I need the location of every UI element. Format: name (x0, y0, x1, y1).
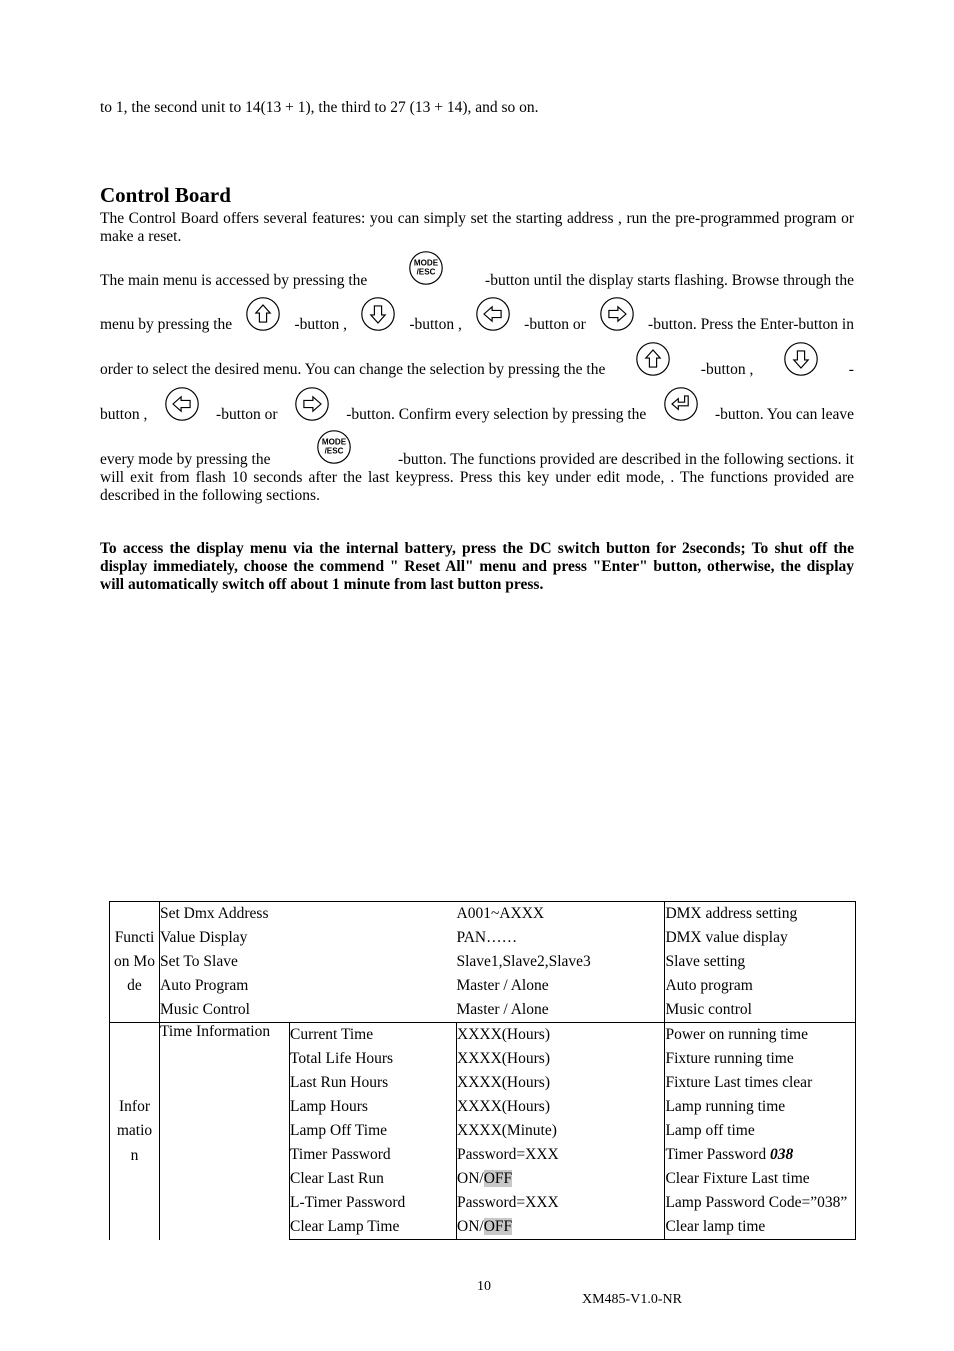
menu-text: The main menu is accessed by pressing the (100, 272, 368, 289)
function-mode-label: Function Mode (110, 902, 160, 1023)
off-option: OFF (483, 1170, 513, 1187)
down-arrow-icon (360, 296, 396, 332)
left-arrow-icon (164, 386, 200, 422)
row-name: Clear Last Run (290, 1167, 457, 1191)
row-desc: Clear Fixture Last time (665, 1167, 856, 1191)
row-name: Set To Slave (160, 950, 457, 974)
menu-text: -button. You can leave (714, 406, 854, 423)
menu-text: button , (100, 406, 148, 423)
row-name: Set Dmx Address (160, 902, 457, 927)
row-desc-text: Timer Password (665, 1146, 767, 1163)
menu-rest: will exit from flash 10 seconds after the last keypress. Press this key under edit mode, . The functions provided are described in the following sections. (100, 469, 854, 504)
row-name: Last Run Hours (290, 1071, 457, 1095)
intro-line: to 1, the second unit to 14(13 + 1), the third to 27 (13 + 14), and so on. (100, 99, 539, 116)
row-value: XXXX(Minute) (457, 1119, 665, 1143)
table-row (110, 902, 856, 927)
section-title: Control Board (100, 183, 231, 207)
mode-icon-line2: /ESC (324, 446, 344, 456)
down-arrow-icon (783, 341, 819, 377)
row-value: Password=XXX (457, 1191, 665, 1215)
off-option: OFF (483, 1218, 513, 1235)
row-name: Current Time (290, 1023, 457, 1048)
row-name: Clear Lamp Time (290, 1215, 457, 1240)
mode-esc-icon (316, 429, 352, 465)
row-name: Timer Password (290, 1143, 457, 1167)
menu-text: -button or (524, 316, 586, 333)
row-desc: Fixture Last times clear (665, 1071, 856, 1095)
time-information-label: Time Information (160, 1023, 290, 1240)
information-label: Information (110, 1023, 160, 1240)
row-desc: DMX address setting (665, 902, 856, 927)
menu-text: -button or (216, 406, 278, 423)
row-value: Password=XXX (457, 1143, 665, 1167)
row-name: Lamp Hours (290, 1095, 457, 1119)
row-value: XXXX(Hours) (457, 1071, 665, 1095)
table-row (110, 926, 856, 950)
table-row (110, 1023, 856, 1048)
menu-line-5 (100, 437, 854, 470)
row-desc (665, 1143, 856, 1167)
on-option: ON/ (457, 1170, 484, 1187)
right-arrow-icon (294, 386, 330, 422)
menu-text: order to select the desired menu. You can change the selection by pressing the the (100, 361, 606, 378)
row-desc: Clear lamp time (665, 1215, 856, 1240)
mode-icon-line1: MODE (414, 258, 439, 268)
row-name: Music Control (160, 998, 457, 1023)
table-row (110, 974, 856, 998)
row-name: Total Life Hours (290, 1047, 457, 1071)
left-arrow-icon (475, 296, 511, 332)
function-table (109, 901, 856, 1240)
menu-text: - (848, 361, 854, 378)
menu-text: -button , (700, 361, 754, 378)
row-value (457, 1167, 665, 1191)
row-desc: Lamp running time (665, 1095, 856, 1119)
row-value: A001~AXXX (457, 902, 665, 927)
up-arrow-icon (245, 296, 281, 332)
on-option: ON/ (457, 1218, 484, 1235)
doc-reference: XM485-V1.0-NR (582, 1292, 682, 1307)
section-intro: The Control Board offers several features: you can simply set the starting address , run the pre-programmed program or make a reset. (100, 210, 854, 245)
menu-line-3 (100, 360, 854, 380)
row-name: Value Display (160, 926, 457, 950)
menu-text: -button , (409, 316, 462, 333)
menu-text: menu by pressing the (100, 316, 233, 333)
row-value: XXXX(Hours) (457, 1095, 665, 1119)
menu-text: -button. Press the Enter-button in (648, 316, 854, 333)
up-arrow-icon (635, 341, 671, 377)
row-name: Auto Program (160, 974, 457, 998)
row-value: Slave1,Slave2,Slave3 (456, 953, 591, 970)
mode-icon-line2: /ESC (416, 267, 436, 277)
menu-line-4 (100, 405, 854, 425)
menu-line-1 (100, 258, 854, 291)
row-desc: Music control (665, 998, 856, 1023)
row-desc: Fixture running time (665, 1047, 856, 1071)
menu-text: -button until the display starts flashing. Browse through the (485, 272, 854, 289)
row-value: Master / Alone (456, 977, 549, 994)
row-value: Master / Alone (456, 1001, 549, 1018)
table-row (110, 950, 856, 974)
row-desc: DMX value display (665, 926, 856, 950)
password-code: 038 (769, 1146, 794, 1163)
menu-line-2 (100, 315, 854, 335)
table-row (110, 998, 856, 1023)
right-arrow-icon (599, 296, 635, 332)
row-name: L-Timer Password (290, 1191, 457, 1215)
row-value (457, 1215, 665, 1240)
menu-text: -button. The functions provided are described in the following sections. it (397, 451, 854, 468)
row-desc: Slave setting (665, 950, 856, 974)
enter-icon (663, 386, 699, 422)
menu-text: -button. Confirm every selection by pressing the (346, 406, 647, 423)
mode-esc-icon (408, 250, 444, 286)
row-desc: Auto program (665, 974, 856, 998)
row-value: XXXX(Hours) (457, 1047, 665, 1071)
menu-text: every mode by pressing the (100, 451, 271, 468)
page-number: 10 (477, 1279, 491, 1294)
battery-note: To access the display menu via the internal battery, press the DC switch button for 2seconds; To shut off the display immediately, choose the commend " Reset All" menu and press "Enter" button, otherwise, the display will automatically switch off about 1 minute from last button press. (100, 540, 854, 593)
row-desc: Lamp off time (665, 1119, 856, 1143)
mode-icon-line1: MODE (322, 437, 347, 447)
row-name: Lamp Off Time (290, 1119, 457, 1143)
menu-text: -button , (294, 316, 348, 333)
row-desc: Lamp Password Code=”038” (665, 1191, 856, 1215)
row-value: XXXX(Hours) (457, 1023, 665, 1048)
row-desc: Power on running time (665, 1023, 856, 1048)
row-value: PAN…… (456, 929, 518, 946)
